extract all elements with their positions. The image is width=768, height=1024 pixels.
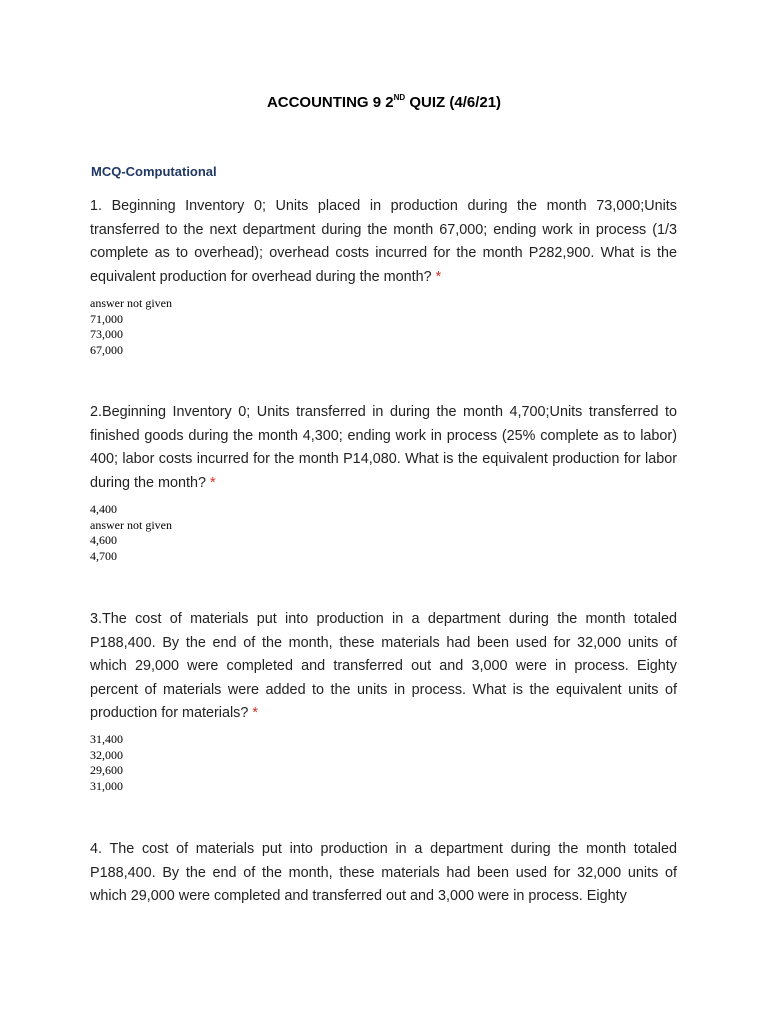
question-1: [90, 195, 677, 289]
option: answer not given: [90, 296, 172, 310]
option: 32,000: [90, 747, 123, 762]
question-3-text: 3.The cost of materials put into production in a department during the month totaled P188,400. By the end of the month, these materials had been used for 32,000 units of which 29,000 were completed and transferred out and 3,000 were in process. Eighty percent of materials were added to the units in process. What is the equivalent units of production for materials?: [90, 611, 677, 721]
question-4-text: 4. The cost of materials put into production in a department during the month totaled P188,400. By the end of the month, these materials had been used for 32,000 units of which 29,000 were completed and transferred out and 3,000 were in process. Eighty: [90, 841, 677, 904]
option: 67,000: [90, 342, 123, 357]
option: 71,000: [90, 311, 123, 326]
required-asterisk: *: [252, 705, 258, 721]
option: 4,400: [90, 502, 117, 516]
option: 29,600: [90, 763, 123, 778]
required-asterisk: *: [435, 268, 442, 285]
section-heading: MCQ-Computational: [91, 164, 217, 179]
option: 4,600: [90, 533, 117, 548]
question-4: [90, 838, 677, 909]
page-title: [0, 94, 768, 111]
question-2-text: 2.Beginning Inventory 0; Units transferred in during the month 4,700;Units transferred to finished goods during the month 4,300; ending work in process (25% complete as to labor) 400; labor costs incurred for the month P14,080. What is the equivalent production for labor during the month?: [90, 404, 677, 491]
question-3-options: [90, 732, 123, 794]
option: answer not given: [90, 517, 172, 532]
question-3: [90, 608, 677, 726]
required-asterisk: *: [210, 474, 216, 491]
option: 31,400: [90, 732, 123, 746]
option: 73,000: [90, 327, 123, 342]
title-rest: QUIZ (4/6/21): [405, 94, 502, 111]
question-2-options: [90, 502, 172, 564]
question-2: [90, 401, 677, 495]
title-superscript: ND: [393, 93, 406, 102]
option: 31,000: [90, 778, 123, 793]
question-1-options: [90, 296, 172, 358]
question-1-text: 1. Beginning Inventory 0; Units placed in production during the month 73,000;Units transferred to the next department during the month 67,000; ending work in process (1/3 complete as to overhead); overhead costs incurred for the month P282,900. What is the equivalent production for overhead during the month?: [90, 198, 677, 285]
option: 4,700: [90, 548, 117, 563]
title-main: ACCOUNTING 9 2: [266, 94, 394, 111]
